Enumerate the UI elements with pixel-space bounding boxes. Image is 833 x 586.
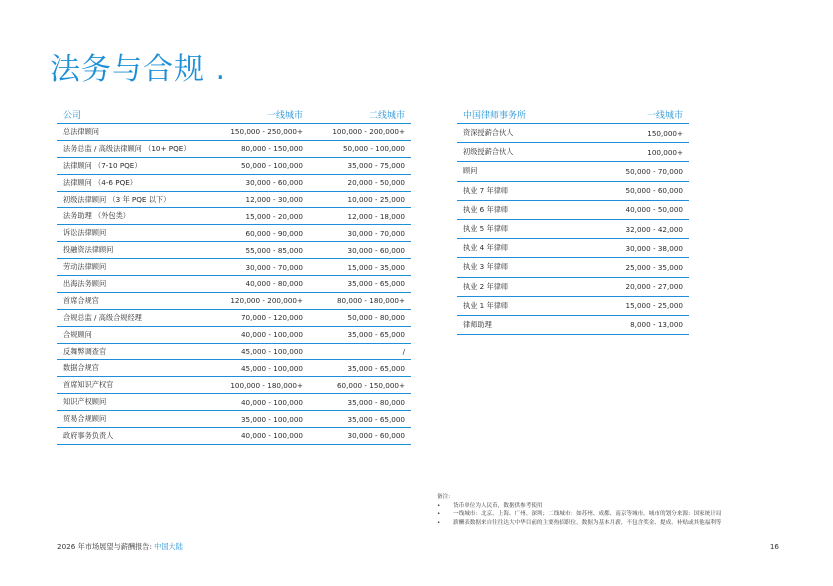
salary-cell: 35,000 - 80,000 (309, 394, 411, 411)
role-cell: 总法律顾问 (57, 124, 217, 141)
table-row (57, 208, 411, 225)
bullet-icon: • (437, 511, 441, 518)
role-cell: 执业 4 年律师 (457, 239, 577, 258)
salary-cell: 100,000 - 200,000+ (309, 124, 411, 141)
footer-report-title (57, 542, 183, 552)
role-cell: 合规顾问 (57, 326, 217, 343)
table-row (57, 428, 411, 445)
salary-cell: 30,000 - 60,000 (309, 428, 411, 445)
salary-cell: 40,000 - 100,000 (217, 428, 309, 445)
table-row (457, 296, 689, 315)
salary-cell: 35,000 - 65,000 (309, 411, 411, 428)
table-row (457, 143, 689, 162)
salary-cell: 150,000+ (577, 124, 689, 143)
notes-title: 备注: (437, 494, 451, 500)
salary-cell: 60,000 - 90,000 (217, 225, 309, 242)
role-cell: 初级授薪合伙人 (457, 143, 577, 162)
role-cell: 执业 5 年律师 (457, 219, 577, 238)
table-header-row (457, 104, 689, 124)
salary-cell: 80,000 - 150,000 (217, 140, 309, 157)
role-cell: 资深授薪合伙人 (457, 124, 577, 143)
role-cell: 贸易合规顾问 (57, 411, 217, 428)
salary-cell: 50,000 - 100,000 (217, 157, 309, 174)
role-cell: 法律顾问 （4-6 PQE） (57, 174, 217, 191)
table-row (457, 219, 689, 238)
footer-region: 中国大陆 (154, 542, 183, 551)
salary-cell: 32,000 - 42,000 (577, 219, 689, 238)
role-cell: 反舞弊调查官 (57, 343, 217, 360)
table-row (457, 181, 689, 200)
note-text: 一线城市：北京、上海、广州、深圳；二线城市：如苏州、成都、南京等城市。城市的划分来源：国家统计局 (453, 511, 722, 518)
table-row (457, 258, 689, 277)
salary-cell: 35,000 - 65,000 (309, 276, 411, 293)
table-row (457, 124, 689, 143)
salary-cell: 20,000 - 50,000 (309, 174, 411, 191)
table-row (57, 326, 411, 343)
column-header-tier1: 一线城市 (577, 104, 689, 124)
salary-cell: 120,000 - 200,000+ (217, 292, 309, 309)
table-row (57, 124, 411, 141)
role-cell: 政府事务负责人 (57, 428, 217, 445)
table-row (57, 394, 411, 411)
salary-cell: 35,000 - 100,000 (217, 411, 309, 428)
footer-report-text: 2026 年市场展望与薪酬报告: (57, 542, 155, 551)
note-item (437, 502, 722, 511)
salary-cell: 30,000 - 38,000 (577, 239, 689, 258)
salary-cell: 30,000 - 70,000 (309, 225, 411, 242)
note-text: 货币单位为人民币，数据供参考使用 (453, 502, 543, 509)
table-row (57, 343, 411, 360)
salary-cell: 50,000 - 60,000 (577, 181, 689, 200)
salary-cell: 150,000 - 250,000+ (217, 124, 309, 141)
page-number: 16 (769, 542, 779, 551)
salary-cell: 40,000 - 100,000 (217, 326, 309, 343)
salary-cell: 40,000 - 100,000 (217, 394, 309, 411)
note-item (437, 519, 722, 528)
bullet-icon: • (437, 502, 441, 509)
salary-cell: 15,000 - 20,000 (217, 208, 309, 225)
salary-cell: 30,000 - 60,000 (217, 174, 309, 191)
role-cell: 首席合规官 (57, 292, 217, 309)
table-row (57, 411, 411, 428)
notes-list (437, 502, 722, 528)
role-cell: 首席知识产权官 (57, 377, 217, 394)
role-cell: 执业 6 年律师 (457, 200, 577, 219)
role-cell: 法律顾问 （7-10 PQE） (57, 157, 217, 174)
role-cell: 出海法务顾问 (57, 276, 217, 293)
role-cell: 执业 3 年律师 (457, 258, 577, 277)
salary-cell: 35,000 - 75,000 (309, 157, 411, 174)
salary-cell: 30,000 - 60,000 (309, 242, 411, 259)
salary-cell: 60,000 - 150,000+ (309, 377, 411, 394)
company-salary-table (57, 104, 411, 445)
salary-cell: 35,000 - 65,000 (309, 326, 411, 343)
role-cell: 合规总监 / 高级合规经理 (57, 309, 217, 326)
salary-cell: 50,000 - 70,000 (577, 162, 689, 181)
table-row (457, 315, 689, 334)
table-row (57, 157, 411, 174)
salary-cell: 15,000 - 35,000 (309, 259, 411, 276)
table-row (57, 242, 411, 259)
table-row (57, 140, 411, 157)
salary-cell: 40,000 - 80,000 (217, 276, 309, 293)
column-header-company: 公司 (57, 104, 217, 124)
salary-cell: 50,000 - 100,000 (309, 140, 411, 157)
role-cell: 执业 1 年律师 (457, 296, 577, 315)
role-cell: 诉讼法律顾问 (57, 225, 217, 242)
note-item (437, 510, 722, 519)
role-cell: 初级法律顾问 （3 年 PQE 以下） (57, 191, 217, 208)
salary-cell: 50,000 - 80,000 (309, 309, 411, 326)
salary-cell: 35,000 - 65,000 (309, 360, 411, 377)
table-row (457, 277, 689, 296)
salary-cell: 12,000 - 30,000 (217, 191, 309, 208)
table-row (457, 239, 689, 258)
table-row (57, 225, 411, 242)
table-row (57, 174, 411, 191)
role-cell: 数据合规官 (57, 360, 217, 377)
role-cell: 执业 2 年律师 (457, 277, 577, 296)
role-cell: 执业 7 年律师 (457, 181, 577, 200)
salary-cell: 40,000 - 50,000 (577, 200, 689, 219)
salary-cell: 25,000 - 35,000 (577, 258, 689, 277)
column-header-tier1: 一线城市 (217, 104, 309, 124)
column-header-tier2: 二线城市 (309, 104, 411, 124)
salary-cell: 55,000 - 85,000 (217, 242, 309, 259)
salary-cell: 45,000 - 100,000 (217, 360, 309, 377)
role-cell: 律师助理 (457, 315, 577, 334)
table-row (57, 309, 411, 326)
table-row (57, 276, 411, 293)
salary-cell: 12,000 - 18,000 (309, 208, 411, 225)
salary-cell: 80,000 - 180,000+ (309, 292, 411, 309)
salary-cell: 45,000 - 100,000 (217, 343, 309, 360)
table-row (57, 292, 411, 309)
role-cell: 知识产权顾问 (57, 394, 217, 411)
table-row (57, 360, 411, 377)
role-cell: 劳动法律顾问 (57, 259, 217, 276)
law-firm-salary-table (457, 104, 689, 335)
table-row (457, 162, 689, 181)
salary-cell: 100,000+ (577, 143, 689, 162)
salary-cell: 20,000 - 27,000 (577, 277, 689, 296)
salary-cell: 8,000 - 13,000 (577, 315, 689, 334)
salary-cell: 70,000 - 120,000 (217, 309, 309, 326)
role-cell: 法务助理 （外包类） (57, 208, 217, 225)
role-cell: 顾问 (457, 162, 577, 181)
role-cell: 法务总监 / 高级法律顾问 （10+ PQE） (57, 140, 217, 157)
salary-cell: 30,000 - 70,000 (217, 259, 309, 276)
table-header-row (57, 104, 411, 124)
salary-cell: / (309, 343, 411, 360)
table-row (57, 191, 411, 208)
table-row (57, 377, 411, 394)
salary-cell: 100,000 - 180,000+ (217, 377, 309, 394)
salary-cell: 10,000 - 25,000 (309, 191, 411, 208)
page-title: 法务与合规 . (50, 52, 227, 87)
table-row (457, 200, 689, 219)
role-cell: 投融资法律顾问 (57, 242, 217, 259)
note-text: 薪酬表数据来自往往达大中华目前的主要热招职位，数据为基本月薪，不包含奖金、提成、补贴或其他福利等 (453, 519, 722, 526)
table-row (57, 259, 411, 276)
salary-cell: 15,000 - 25,000 (577, 296, 689, 315)
bullet-icon: • (437, 519, 441, 526)
notes-section (437, 493, 722, 527)
column-header-law-firm: 中国律师事务所 (457, 104, 577, 124)
